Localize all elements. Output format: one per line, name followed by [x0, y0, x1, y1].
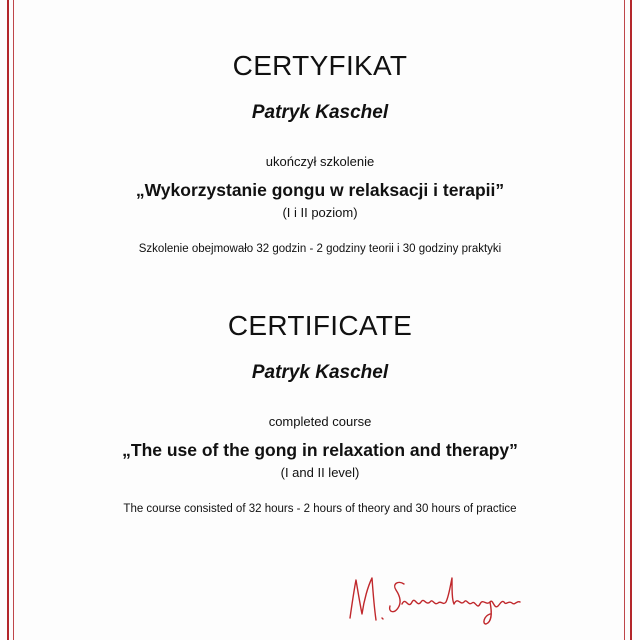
english-course-title: „The use of the gong in relaxation and therapy”	[122, 440, 518, 460]
polish-completed-text: ukończył szkolenie	[265, 154, 375, 169]
polish-title: CERTYFIKAT	[232, 50, 408, 81]
english-course-level: (I and II level)	[280, 465, 360, 480]
polish-course-hours: Szkolenie obejmowało 32 godzin - 2 godziny teorii i 30 godziny praktyki	[138, 243, 502, 255]
handwritten-signature	[342, 570, 542, 630]
english-recipient-name: Patryk Kaschel	[251, 362, 389, 383]
english-course-hours: The course consisted of 32 hours - 2 hours of theory and 30 hours of practice	[123, 503, 517, 515]
polish-course-level: (I i II poziom)	[282, 205, 358, 220]
polish-course-title: „Wykorzystanie gongu w relaksacji i terapii”	[135, 180, 505, 200]
english-completed-text: completed course	[268, 414, 372, 429]
english-title: CERTIFICATE	[227, 310, 413, 341]
polish-recipient-name: Patryk Kaschel	[251, 102, 389, 123]
